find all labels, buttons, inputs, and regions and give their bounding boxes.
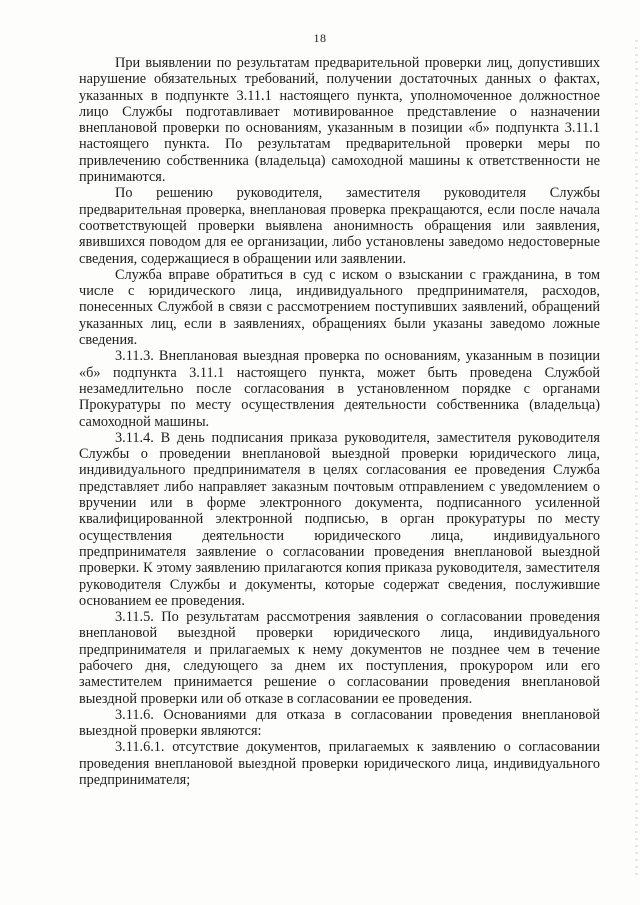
paragraph-check-termination: По решению руководителя, заместителя руководителя Службы предварительная проверка, внеплановая проверка прекращаются, если после начала соответствующей проверки выявлена анонимность обращения или заявления, явившихся поводом для ее организации, либо установлены заведомо недостоверные сведения, содержащиеся в обращении или заявлении. [79, 185, 600, 267]
paragraph-3-11-3: 3.11.3. Внеплановая выездная проверка по основаниям, указанным в позиции «б» подпункта 3.11.1 настоящего пункта, может быть проведена Службой незамедлительно после согласования в установленном порядке с органами Прокуратуры по месту осуществления деятельности собственника (владельца) самоходной машины. [79, 348, 600, 430]
scan-edge-artifact [635, 40, 638, 880]
paragraph-3-11-5: 3.11.5. По результатам рассмотрения заявления о согласовании проведения внеплановой выездной проверки юридического лица, индивидуального предпринимателя и прилагаемых к нему документов не позднее чем в течение рабочего дня, следующего за днем их поступления, прокурором или его заместителем принимается решение о согласовании проведения внеплановой выездной проверки или об отказе в согласовании ее проведения. [79, 609, 600, 707]
paragraph-3-11-6: 3.11.6. Основаниями для отказа в согласовании проведения внеплановой выездной проверки являются: [79, 706, 600, 740]
page-number: 18 [313, 31, 327, 45]
paragraph-preliminary-check-results: При выявлении по результатам предварительной проверки лиц, допустивших нарушение обязательных требований, получении достаточных данных о фактах, указанных в подпункте 3.11.1 настоящего пункта, уполномоченное должностное лицо Службы подготавливает мотивированное представление о назначении внеплановой проверки по основаниям, указанным в позиции «б» подпункта 3.11.1 настоящего пункта. По результатам предварительной проверки меры по привлечению собственника (владельца) самоходной машины к ответственности не принимаются. [79, 55, 600, 186]
paragraph-court-claim: Служба вправе обратиться в суд с иском о взыскании с гражданина, в том числе с юридического лица, индивидуального предпринимателя, расходов, понесенных Службой в связи с рассмотрением поступивших заявлений, обращений указанных лиц, если в заявлениях, обращениях были указаны заведомо ложные сведения. [79, 266, 600, 349]
document-body [79, 55, 600, 788]
paragraph-3-11-6-1: 3.11.6.1. отсутствие документов, прилагаемых к заявлению о согласовании проведения внеплановой выездной проверки юридического лица, индивидуального предпринимателя; [79, 739, 600, 789]
paragraph-3-11-4: 3.11.4. В день подписания приказа руководителя, заместителя руководителя Службы о проведении внеплановой выездной проверки юридического лица, индивидуального предпринимателя в целях согласования ее проведения Служба представляет либо направляет заказным почтовым отправлением с уведомлением о вручении или в форме электронного документа, подписанного усиленной квалифицированной электронной подписью, в орган прокуратуры по месту осуществления деятельности юридического лица, индивидуального предпринимателя заявление о согласовании проведения внеплановой выездной проверки. К этому заявлению прилагаются копия приказа руководителя, заместителя руководителя Службы и документы, которые содержат сведения, послужившие основанием ее проведения. [79, 429, 600, 609]
